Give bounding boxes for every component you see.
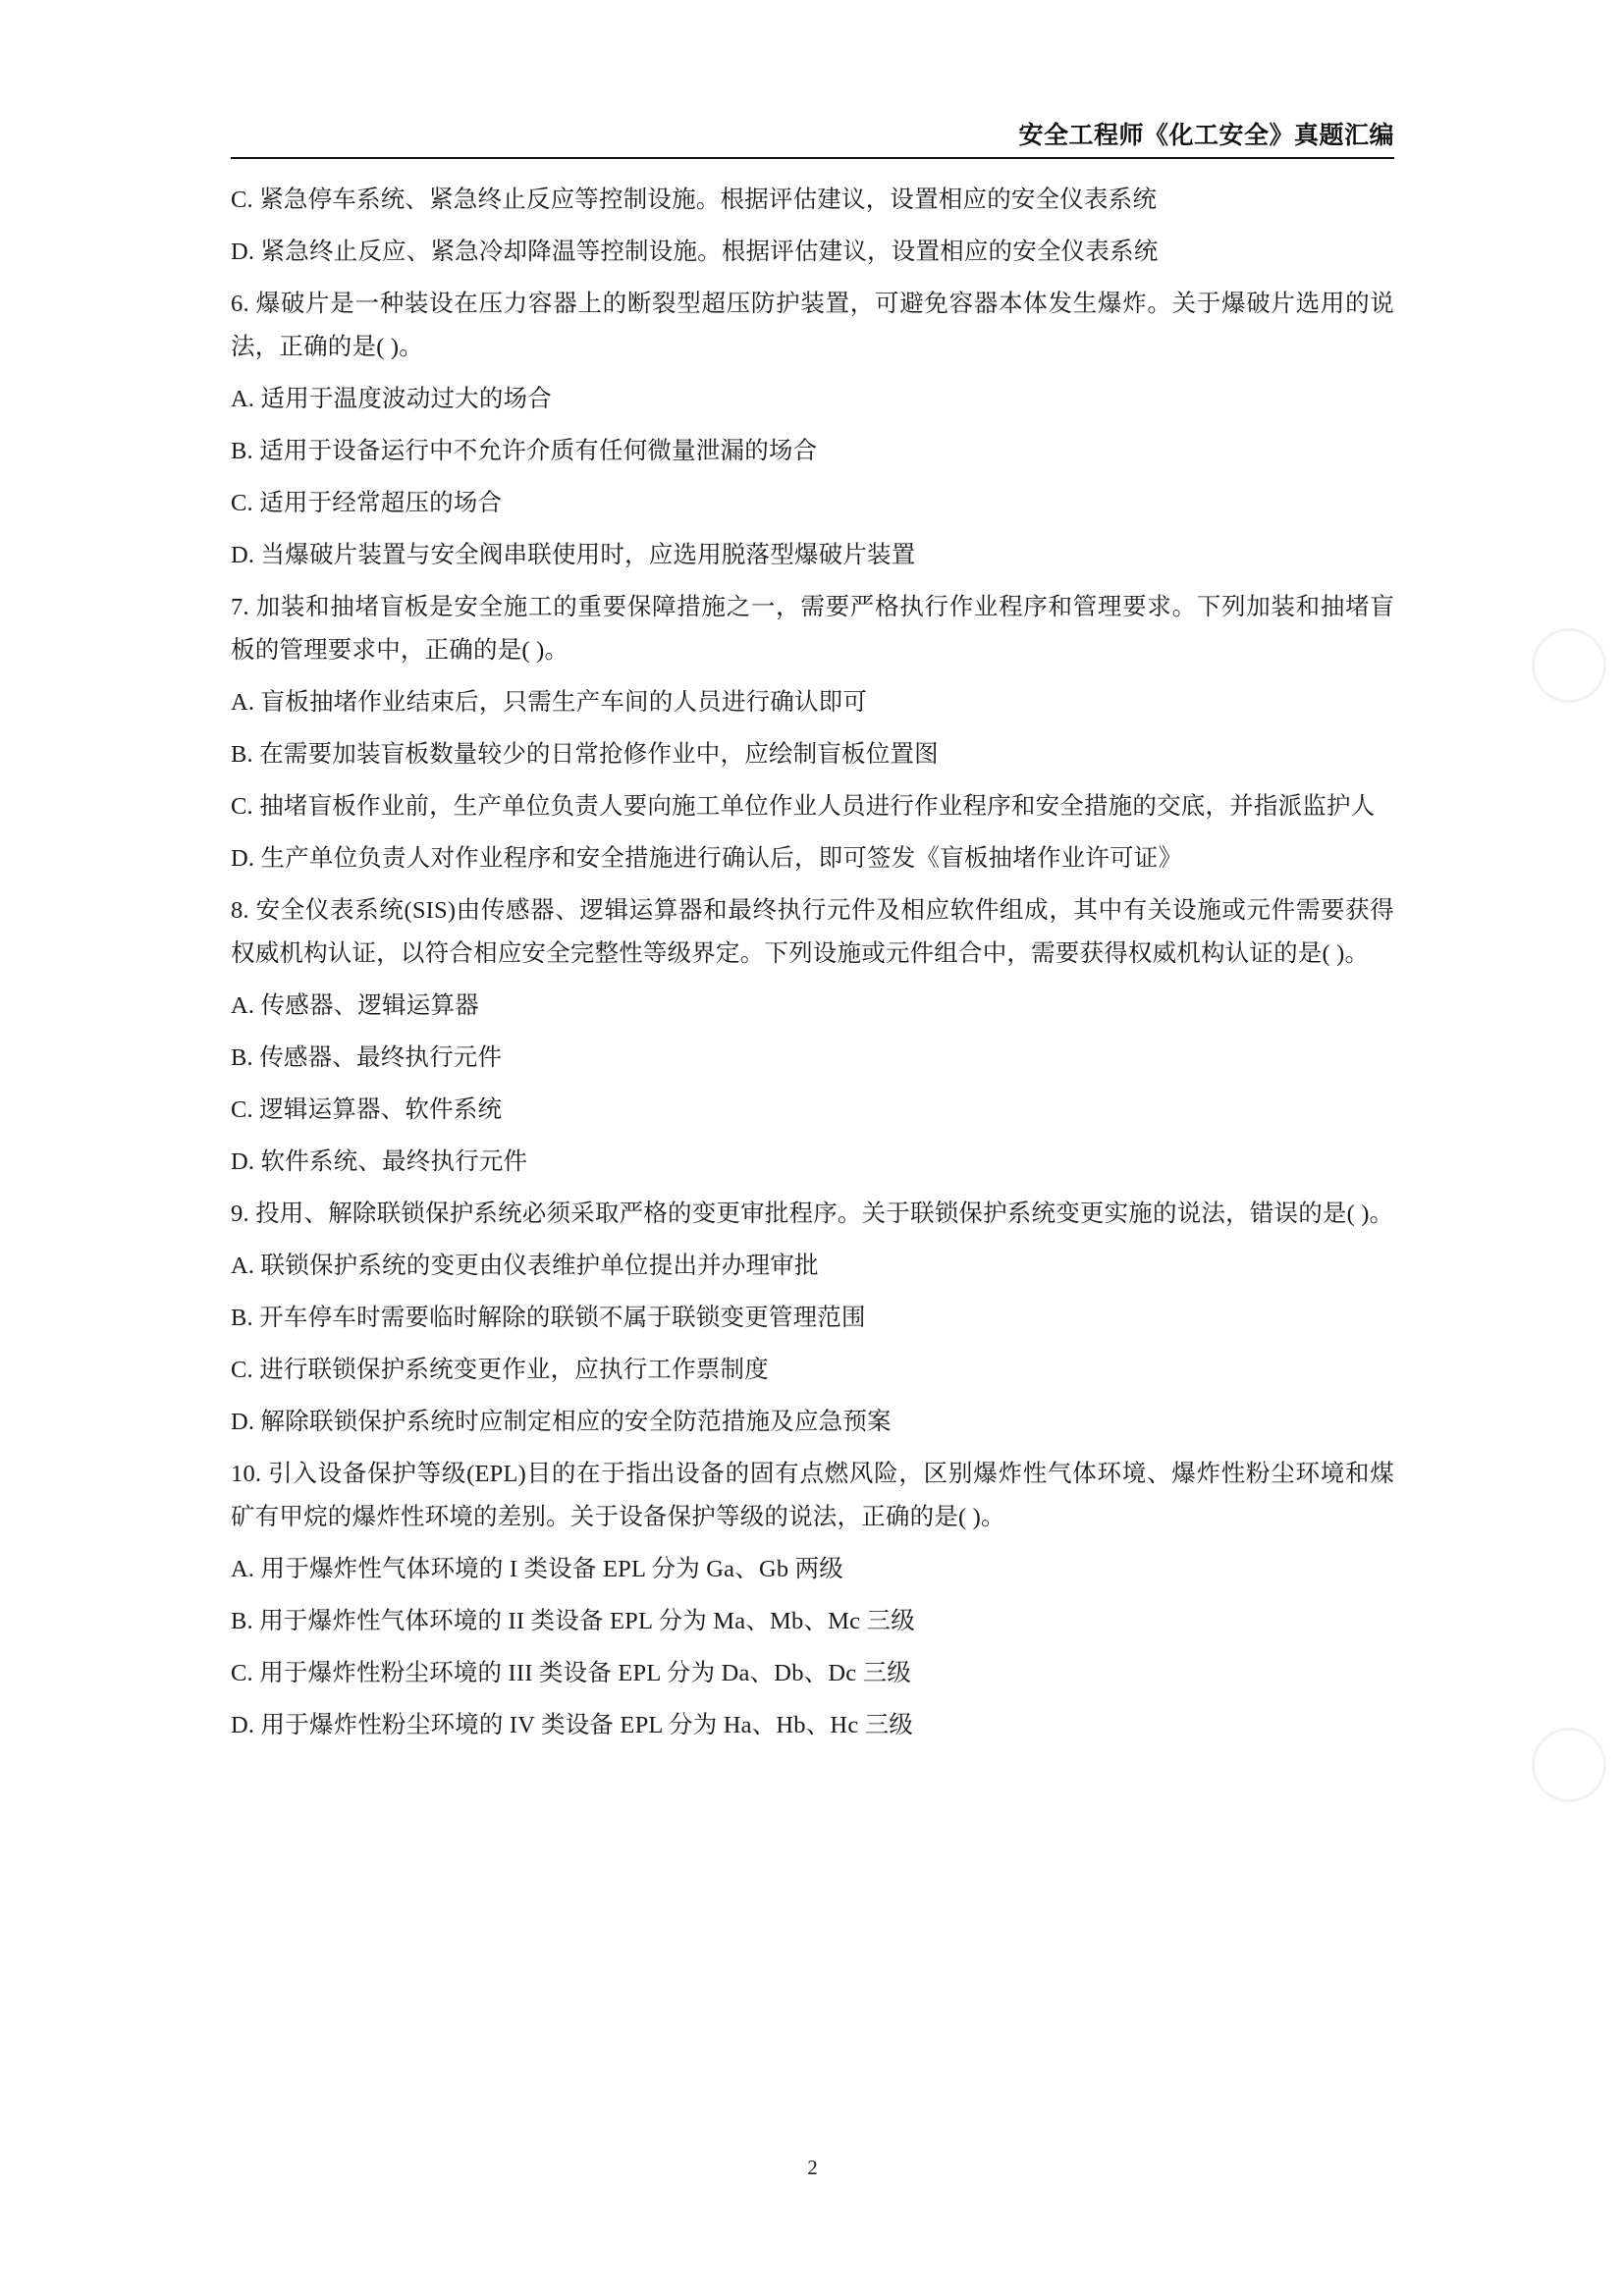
text-block: D. 解除联锁保护系统时应制定相应的安全防范措施及应急预案: [231, 1409, 892, 1435]
page-number: 2: [807, 2156, 818, 2179]
text-block: A. 用于爆炸性气体环境的 I 类设备 EPL 分为 Ga、Gb 两级: [231, 1556, 844, 1582]
text-block: A. 适用于温度波动过大的场合: [231, 386, 552, 412]
text-block: A. 盲板抽堵作业结束后，只需生产车间的人员进行确认即可: [231, 689, 868, 716]
text-block: C. 用于爆炸性粉尘环境的 III 类设备 EPL 分为 Da、Db、Dc 三级: [231, 1660, 912, 1686]
text-block: B. 在需要加装盲板数量较少的日常抢修作业中，应绘制盲板位置图: [231, 741, 939, 768]
text-block: 9. 投用、解除联锁保护系统必须采取严格的变更审批程序。关于联锁保护系统变更实施的说法，错误的是( )。: [231, 1201, 1394, 1227]
page-header-title: 安全工程师《化工安全》真题汇编: [1018, 123, 1394, 149]
page-content-area: [231, 0, 1394, 2296]
text-block: D. 紧急终止反应、紧急冷却降温等控制设施。根据评估建议，设置相应的安全仪表系统: [231, 239, 1159, 265]
text-block: A. 传感器、逻辑运算器: [231, 992, 479, 1019]
text-block: C. 抽堵盲板作业前，生产单位负责人要向施工单位作业人员进行作业程序和安全措施的交底，并指派监护人: [231, 793, 1376, 820]
header-divider: [231, 157, 1394, 159]
text-block: C. 进行联锁保护系统变更作业，应执行工作票制度: [231, 1357, 769, 1383]
text-block: C. 紧急停车系统、紧急终止反应等控制设施。根据评估建议，设置相应的安全仪表系统: [231, 187, 1158, 213]
text-block: B. 开车停车时需要临时解除的联锁不属于联锁变更管理范围: [231, 1305, 866, 1331]
question-list: [231, 179, 1394, 1756]
text-block: B. 传感器、最终执行元件: [231, 1044, 503, 1071]
text-block: D. 生产单位负责人对作业程序和安全措施进行确认后，即可签发《盲板抽堵作业许可证》: [231, 845, 1183, 872]
text-block: C. 逻辑运算器、软件系统: [231, 1096, 503, 1123]
text-block: A. 联锁保护系统的变更由仪表维护单位提出并办理审批: [231, 1253, 819, 1279]
scan-artifact: [1532, 628, 1606, 703]
scan-artifact: [1532, 1728, 1606, 1802]
text-block: B. 适用于设备运行中不允许介质有任何微量泄漏的场合: [231, 438, 818, 464]
text-block: 10. 引入设备保护等级(EPL)目的在于指出设备的固有点燃风险，区别爆炸性气体环境、爆炸性粉尘环境和煤矿有甲烷的爆炸性环境的差别。关于设备保护等级的说法，正确的是( )。: [231, 1461, 1394, 1530]
text-block: 6. 爆破片是一种装设在压力容器上的断裂型超压防护装置，可避免容器本体发生爆炸。关于爆破片选用的说法，正确的是( )。: [231, 291, 1394, 360]
text-block: C. 适用于经常超压的场合: [231, 490, 503, 516]
text-block: B. 用于爆炸性气体环境的 II 类设备 EPL 分为 Ma、Mb、Mc 三级: [231, 1608, 915, 1634]
text-block: D. 软件系统、最终执行元件: [231, 1148, 528, 1175]
text-block: D. 用于爆炸性粉尘环境的 IV 类设备 EPL 分为 Ha、Hb、Hc 三级: [231, 1712, 914, 1738]
text-block: 8. 安全仪表系统(SIS)由传感器、逻辑运算器和最终执行元件及相应软件组成，其中有关设施或元件需要获得权威机构认证，以符合相应安全完整性等级界定。下列设施或元件组合中，需要获得权威机构认证的是( )。: [231, 897, 1394, 967]
text-block: D. 当爆破片装置与安全阀串联使用时，应选用脱落型爆破片装置: [231, 542, 916, 568]
text-block: 7. 加装和抽堵盲板是安全施工的重要保障措施之一，需要严格执行作业程序和管理要求。下列加装和抽堵盲板的管理要求中，正确的是( )。: [231, 594, 1394, 664]
